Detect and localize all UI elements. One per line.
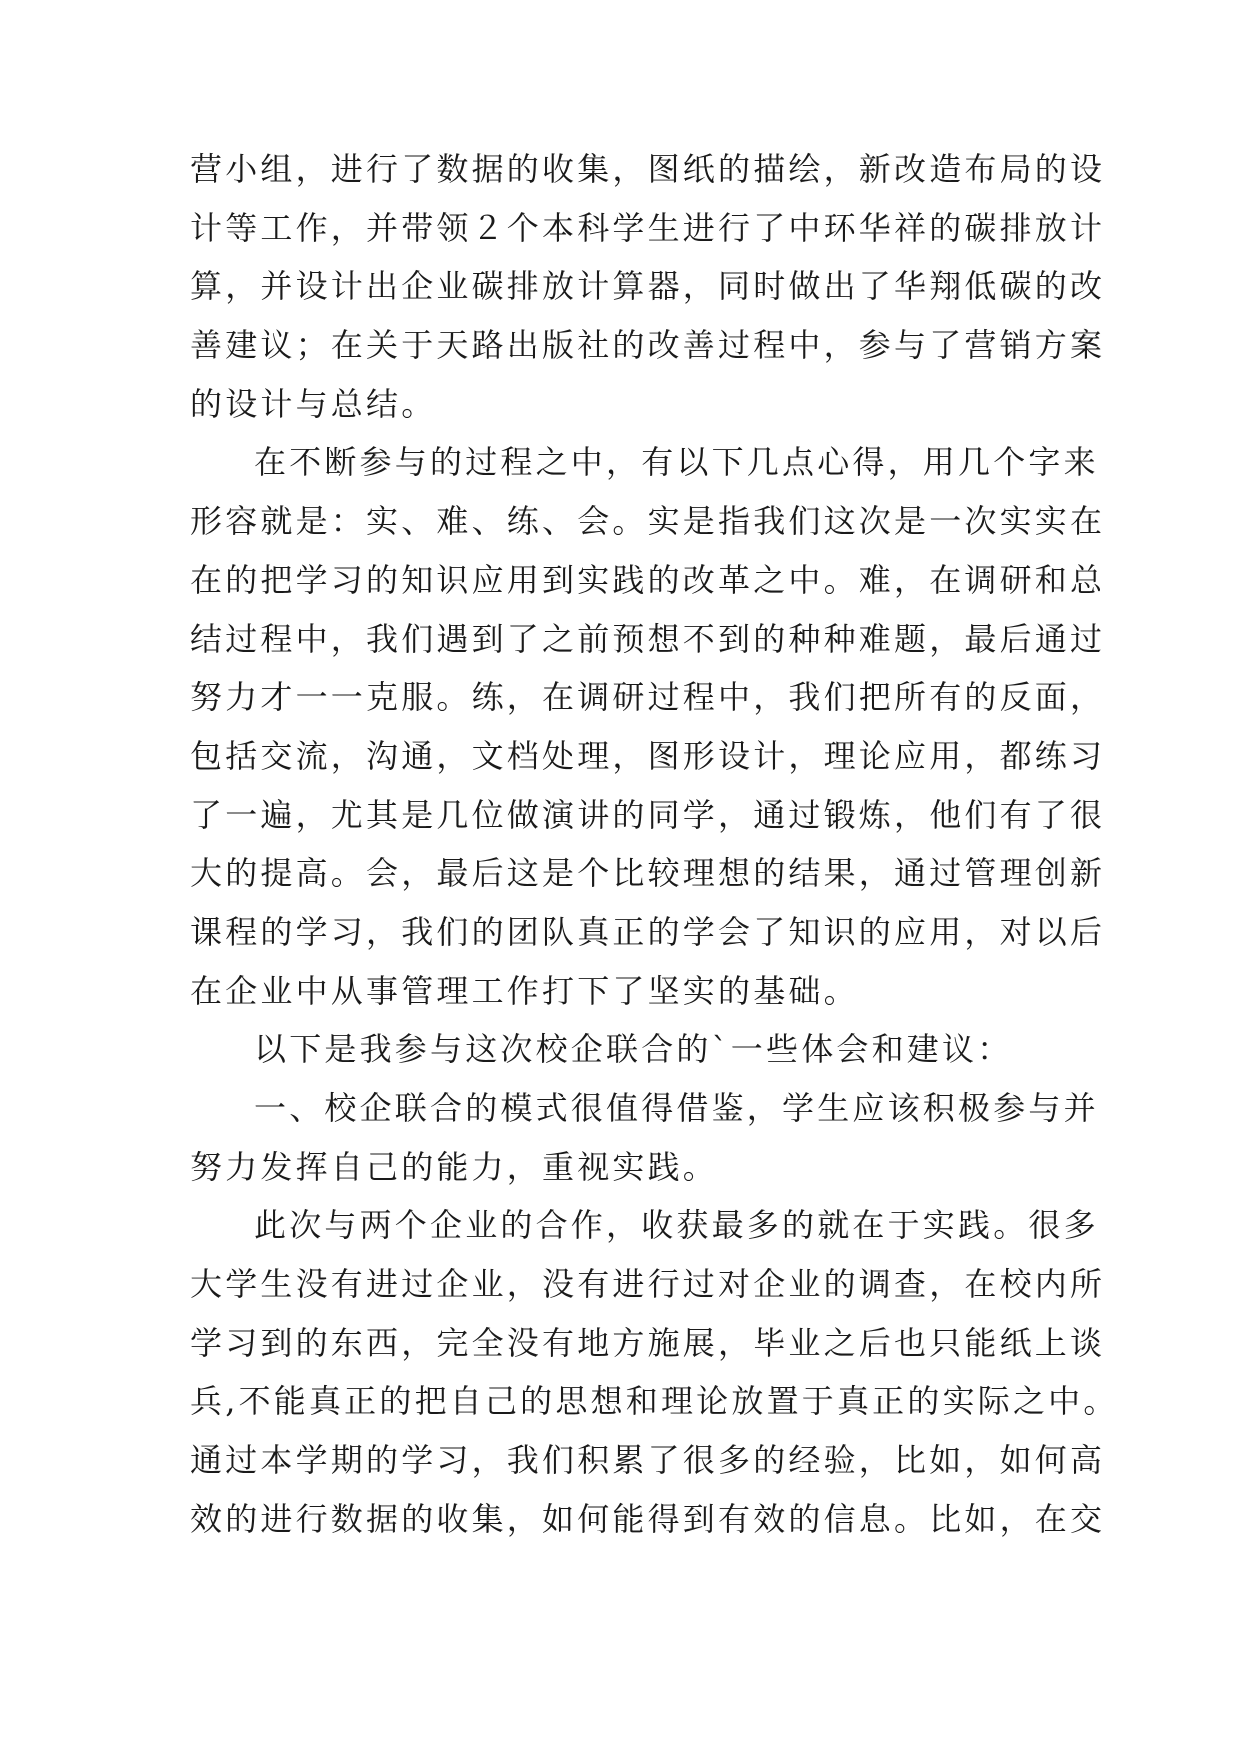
- text-line: 兵,不能真正的把自己的思想和理论放置于真正的实际之中。: [190, 1382, 1119, 1421]
- text-line: 努力发挥自己的能力，重视实践。: [190, 1147, 719, 1186]
- text-line: 大的提高。会，最后这是个比较理想的结果，通过管理创新: [190, 854, 1106, 893]
- paragraph-first-line: 在不断参与的过程之中，有以下几点心得，用几个字来: [254, 443, 1099, 482]
- paragraph-first-line: 一、校企联合的模式很值得借鉴，学生应该积极参与并: [254, 1089, 1099, 1127]
- text-line: 课程的学习，我们的团队真正的学会了知识的应用，对以后: [190, 912, 1106, 951]
- text-line: 通过本学期的学习，我们积累了很多的经验，比如，如何高: [190, 1441, 1106, 1480]
- text-line: 算，并设计出企业碳排放计算器，同时做出了华翔低碳的改: [190, 267, 1106, 306]
- text-line: 善建议；在关于天路出版社的改善过程中，参与了营销方案: [190, 326, 1106, 365]
- text-line: 在企业中从事管理工作打下了坚实的基础。: [190, 971, 859, 1010]
- text-line: 形容就是：实、难、练、会。实是指我们这次是一次实实在: [190, 502, 1106, 541]
- text-line: 营小组，进行了数据的收集，图纸的描绘，新改造布局的设: [190, 150, 1106, 188]
- text-line: 努力才一一克服。练，在调研过程中，我们把所有的反面，: [190, 678, 1106, 717]
- text-line: 结过程中，我们遇到了之前预想不到的种种难题，最后通过: [190, 619, 1106, 658]
- text-line: 包括交流，沟通，文档处理，图形设计，理论应用，都练习: [190, 736, 1106, 775]
- text-line: 的设计与总结。: [190, 384, 437, 423]
- body-text: [190, 140, 1119, 1549]
- text-line: 计等工作，并带领２个本科学生进行了中环华祥的碳排放计: [190, 208, 1106, 247]
- text-line: 了一遍，尤其是几位做演讲的同学，通过锻炼，他们有了很: [190, 795, 1106, 834]
- paragraph-first-line: 以下是我参与这次校企联合的`一些体会和建议：: [254, 1030, 1013, 1069]
- text-line: 大学生没有进过企业，没有进行过对企业的调查，在校内所: [190, 1265, 1106, 1304]
- text-line: 效的进行数据的收集，如何能得到有效的信息。比如，在交: [190, 1499, 1106, 1538]
- paragraph-first-line: 此次与两个企业的合作，收获最多的就在于实践。很多: [254, 1206, 1099, 1245]
- text-line: 在的把学习的知识应用到实践的改革之中。难，在调研和总: [190, 560, 1106, 599]
- text-line: 学习到的东西，完全没有地方施展，毕业之后也只能纸上谈: [190, 1323, 1106, 1362]
